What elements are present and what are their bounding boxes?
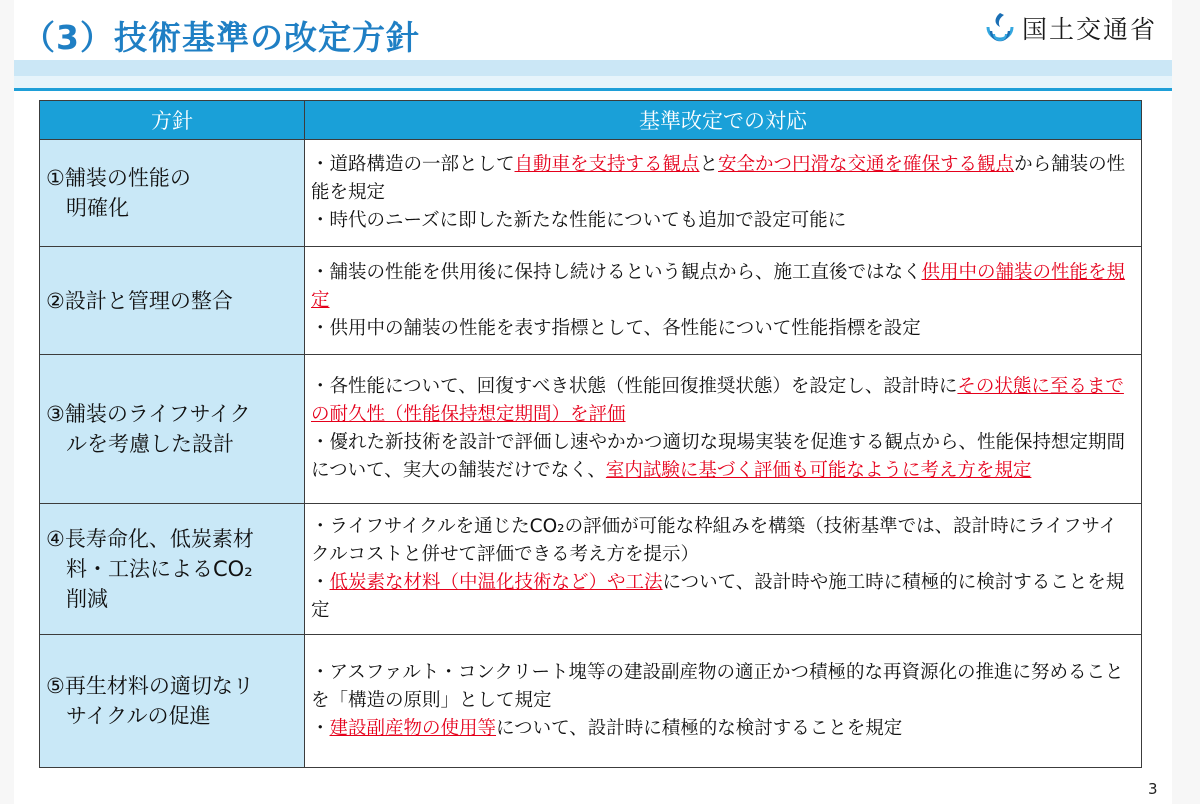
bullet-item	[311, 259, 1135, 315]
bullet-text: ・アスファルト・コンクリート塊等の建設副産物の適正かつ積極的な再資源化の推進に努めることを「構造の原則」として規定	[311, 662, 1124, 711]
highlight-text: 供用中の舗装の性能を規定	[311, 261, 1126, 311]
bullet-text: ・舗装の性能を供用後に保持し続けるという観点から、施工直後ではなく	[311, 261, 922, 283]
bullet-text: ・優れた新技術を設計で評価し速やかかつ適切な現場実装を促進する観点から、性能保持想定期間について、実大の舗装だけでなく、	[311, 432, 1126, 481]
highlight-text: 自動車を支持する観点	[514, 154, 700, 175]
table-row	[40, 140, 1142, 247]
policy-cell	[40, 140, 305, 247]
ministry-logo	[982, 8, 1172, 48]
bullet-text: ・	[311, 718, 330, 739]
slide	[14, 0, 1172, 804]
bullet-text: ・	[311, 572, 330, 593]
bullet-item	[311, 429, 1135, 485]
highlight-text: 低炭素な材料（中温化技術など）や工法	[329, 572, 663, 593]
highlight-text: 建設副産物の使用等	[329, 718, 497, 739]
policy-cell	[40, 635, 305, 768]
response-cell	[305, 635, 1142, 768]
policy-cell	[40, 355, 305, 504]
response-cell	[305, 140, 1142, 247]
policy-label-line: ①舗装の性能の	[46, 166, 191, 190]
column-header-policy: 方針	[40, 101, 305, 140]
response-cell	[305, 247, 1142, 355]
policy-table	[39, 100, 1142, 768]
bullet-item	[311, 151, 1135, 207]
bullet-text: ・時代のニーズに即した新たな性能についても追加で設定可能に	[311, 210, 847, 231]
table-row	[40, 504, 1142, 635]
bullet-item	[311, 373, 1135, 429]
bullet-text: ・各性能について、回復すべき状態（性能回復推奨状態）を設定し、設計時に	[311, 376, 958, 397]
bullet-item	[311, 207, 1135, 235]
policy-label-line: ④長寿命化、低炭素材	[46, 527, 254, 551]
highlight-text: 安全かつ円滑な交通を確保する観点	[718, 154, 1015, 175]
column-header-response: 基準改定での対応	[305, 101, 1142, 140]
logo-text: 国土交通省	[1022, 15, 1158, 44]
bullet-item	[311, 715, 1135, 743]
policy-label-line: 削減	[66, 587, 108, 611]
page-title: （3）技術基準の改定方針	[22, 18, 420, 57]
policy-label-line: 料・工法によるCO₂	[66, 557, 253, 581]
policy-label-line: サイクルの促進	[66, 704, 211, 728]
bullet-text: と	[699, 154, 719, 175]
policy-cell	[40, 504, 305, 635]
response-cell	[305, 504, 1142, 635]
header-rule	[14, 88, 1172, 91]
highlight-text: 室内試験に基づく評価も可能なように考え方を規定	[605, 460, 1032, 481]
table-row	[40, 355, 1142, 504]
table-header-row	[40, 101, 1142, 140]
bullet-text: について、設計時や施工時に積極的に検討することを規定	[311, 572, 1125, 621]
table-row	[40, 247, 1142, 355]
response-cell	[305, 355, 1142, 504]
bullet-text: ・供用中の舗装の性能を表す指標として、各性能について性能指標を設定	[311, 317, 921, 339]
policy-label-line: ②設計と管理の整合	[46, 288, 233, 313]
policy-label-line: ⑤再生材料の適切なリ	[46, 674, 254, 698]
header-band	[14, 60, 1172, 76]
policy-cell	[40, 247, 305, 355]
page-number: 3	[1148, 780, 1158, 798]
policy-label-line: ③舗装のライフサイク	[46, 402, 251, 426]
mlit-emblem-icon	[982, 10, 1018, 46]
bullet-text: ・道路構造の一部として	[311, 154, 515, 175]
highlight-text: その状態に至るまでの耐久性（性能保持想定期間）を評価	[311, 376, 1124, 425]
bullet-item	[311, 513, 1135, 569]
bullet-text: について、設計時に積極的な検討することを規定	[496, 718, 903, 739]
bullet-item	[311, 569, 1135, 625]
bullet-text: から舗装の性能を規定	[311, 154, 1126, 203]
bullet-item	[311, 315, 1135, 343]
table-row	[40, 635, 1142, 768]
bullet-text: ・ライフサイクルを通じたCO₂の評価が可能な枠組みを構築（技術基準では、設計時にライフサイクルコストと併せて評価できる考え方を提示）	[311, 516, 1118, 565]
policy-label-line: 明確化	[66, 196, 129, 220]
policy-label-line: ルを考慮した設計	[66, 432, 234, 456]
bullet-item	[311, 659, 1135, 715]
